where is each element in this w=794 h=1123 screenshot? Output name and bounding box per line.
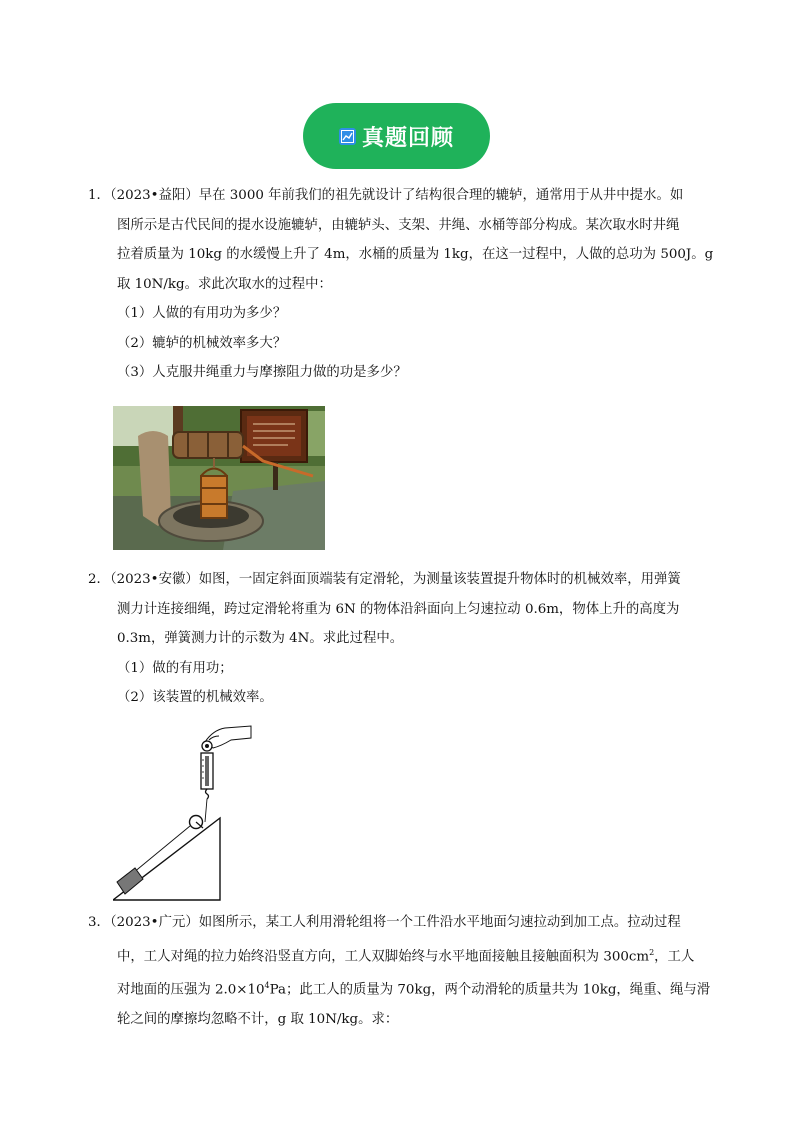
q2-subquestion: （2）该装置的机械效率。 xyxy=(117,690,273,705)
q3-line: 轮之间的摩擦均忽略不计，g 取 10N/kg。求： xyxy=(117,1012,399,1028)
q2-line: 测力计连接细绳，跨过定滑轮将重为 6N 的物体沿斜面向上匀速拉动 0.6m，物体上升的高度为 xyxy=(117,601,680,617)
chart-icon xyxy=(339,128,356,145)
q1-subquestion: （1）人做的有用功为多少？ xyxy=(117,306,287,321)
q1-subquestion: （2）辘轳的机械效率多大？ xyxy=(117,335,287,351)
q3-line xyxy=(88,971,710,1005)
q3-text: 对地面的压强为 2.0×10 xyxy=(117,982,265,998)
question-3 xyxy=(88,908,710,1035)
q2-subquestion: （1）做的有用功； xyxy=(117,660,233,676)
section-title: 真题回顾 xyxy=(361,125,454,151)
q3-text: 中，工人对绳的拉力始终沿竖直方向，工人双脚始终与水平地面接触且接触面积为 300cm xyxy=(117,948,650,964)
question-1 xyxy=(88,181,714,388)
q1-subquestion: （3）人克服井绳重力与摩擦阻力做的功是多少？ xyxy=(117,365,407,380)
q3-text: Pa；此工人的质量为 70kg，两个动滑轮的质量共为 10kg，绳重、绳与滑 xyxy=(269,982,711,998)
q2-line: 0.3m，弹簧测力计的示数为 4N。求此过程中。 xyxy=(117,631,404,646)
q3-superscript: 2 xyxy=(649,947,655,957)
incline-pulley-diagram xyxy=(113,722,253,904)
q1-line: 拉着质量为 10kg 的水缓慢上升了 4m，水桶的质量为 1kg，在这一过程中，人做的总功为 500J。g xyxy=(117,247,714,262)
section-banner xyxy=(303,103,490,169)
question-2 xyxy=(88,565,710,713)
q3-line xyxy=(88,938,710,972)
q1-line: 1．（2023•益阳）早在 3000 年前我们的祖先就设计了结构很合理的辘轳，通常用于从井中提水。如 xyxy=(88,188,684,203)
q3-line: 3．（2023•广元）如图所示，某工人利用滑轮组将一个工件沿水平地面匀速拉动到加工点。拉动过程 xyxy=(88,915,681,930)
q3-text: ，工人 xyxy=(654,948,695,964)
q1-line: 取 10N/kg。求此次取水的过程中： xyxy=(117,276,332,292)
q1-line: 图所示是古代民间的提水设施辘轳，由辘轳头、支架、井绳、水桶等部分构成。某次取水时井绳 xyxy=(117,217,680,233)
q2-line: 2．（2023•安徽）如图，一固定斜面顶端装有定滑轮，为测量该装置提升物体时的机械效率，用弹簧 xyxy=(88,572,681,587)
q3-superscript: 4 xyxy=(264,981,270,991)
windlass-photo xyxy=(113,406,325,550)
